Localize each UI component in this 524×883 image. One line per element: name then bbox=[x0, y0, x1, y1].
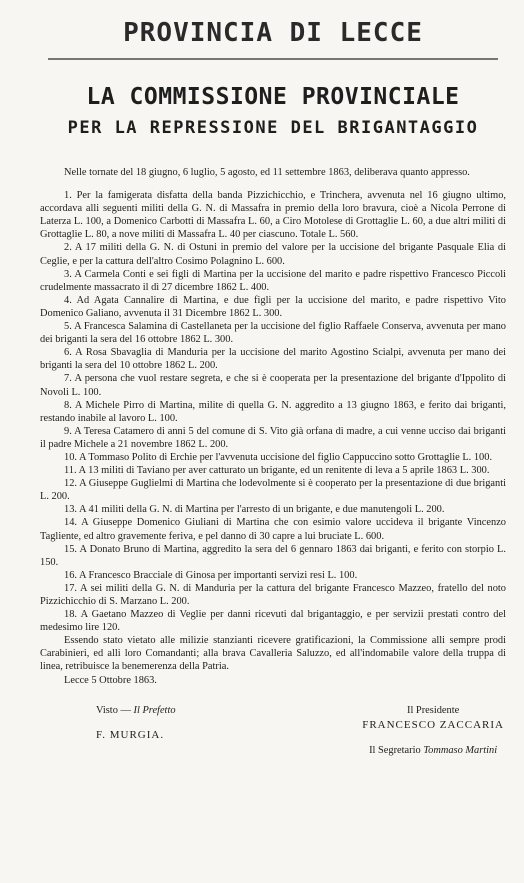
item-8: 8. A Michele Pirro di Martina, milite di quella G. N. aggredito a 13 giugno 1863, e ferito dai briganti, restando inabile al lavoro L. 100. bbox=[40, 399, 506, 424]
item-12: 12. A Giuseppe Guglielmi di Martina che lodevolmente si è cooperato per la presentazione di due briganti L. 200. bbox=[40, 478, 506, 503]
province-heading: PROVINCIA DI LECCE bbox=[123, 18, 423, 48]
item-18: 18. A Gaetano Mazzeo di Veglie per danni ricevuti dal brigantaggio, e per servizii prestati contro del medesimo lire 120. bbox=[40, 609, 506, 634]
prefect-title: Il Prefetto bbox=[133, 704, 176, 716]
prefect-line bbox=[96, 703, 176, 718]
item-7: 7. A persona che vuol restare segreta, e che si è cooperata per la presentazione del brigante d'Ippolito di Novoli L. 100. bbox=[40, 373, 506, 398]
president-title: Il Presidente bbox=[406, 704, 460, 716]
prefect-name: F. MURGIA. bbox=[96, 728, 165, 741]
item-13: 13. A 41 militi della G. N. di Martina per l'arresto di un brigante, e due manutengoli L. 200. bbox=[64, 504, 445, 516]
secretary-line bbox=[362, 743, 504, 758]
item-2: 2. A 17 militi della G. N. di Ostuni in premio del valore per la uccisione del brigante Pasquale Elia di Ceglie, e per la cattura dell'altro Cosimo Polagnino L. 600. bbox=[40, 242, 506, 267]
item-1: 1. Per la famigerata disfatta della banda Pizzichicchio, e Trinchera, avvenuta nel 16 giugno ultimo, accordava alli seguenti militi della G. N. di Massafra in premio della loro bravura, cioè a Nicola Perrone di Laterza L. 100, a Domenico Carbotti di Massafra L. 60, a Ciro Motolese di Grottaglie L. 60, a due altri militi di Grottaglie L. 80, a nove militi di Massafra L. 40 per ciascuno. Totale L. 560. bbox=[40, 190, 506, 241]
item-3: 3. A Carmela Conti e sei figli di Martina per la uccisione del marito e padre rispettivo Francesco Piccoli crudelmente massacrato il dì 27 dicembre 1862 L. 400. bbox=[40, 268, 506, 293]
header-rule bbox=[48, 58, 498, 60]
item-9: 9. A Teresa Catamero di anni 5 del comune di S. Vito già orfana di madre, a cui venne ucciso dai briganti il padre Michele a 21 novembre 1862 L. 200. bbox=[40, 425, 506, 450]
intro-paragraph: Nelle tornate del 18 giugno, 6 luglio, 5 agosto, ed 11 settembre 1863, deliberava quanto appresso. bbox=[64, 167, 470, 178]
secretary-title: Il Segretario bbox=[369, 744, 421, 756]
commission-heading: LA COMMISSIONE PROVINCIALE bbox=[86, 84, 460, 110]
item-6: 6. A Rosa Sbavaglia di Manduria per la uccisione del marito Agostino Scialpi, avvenuta per mano dei briganti la sera del 10 ottobre 1862 L. 200. bbox=[40, 347, 506, 372]
item-15: 15. A Donato Bruno di Martina, aggredito la sera del 6 gennaro 1863 dai briganti, e ferito con storpio L. 150. bbox=[40, 543, 506, 568]
date-line: Lecce 5 Ottobre 1863. bbox=[64, 674, 157, 686]
item-10: 10. A Tommaso Polito di Erchie per l'avvenuta uccisione del figlio Cappuccino sotto Grottaglie L. 100. bbox=[64, 451, 493, 463]
item-11: 11. A 13 militi di Taviano per aver catturato un brigante, ed un renitente di leva a 5 aprile 1863 L. 300. bbox=[64, 465, 490, 477]
item-17: 17. A sei militi della G. N. di Manduria per la cattura del brigante Francesco Mazzeo, fratello del noto Pizzichicchio di S. Marzano L. 200. bbox=[40, 582, 506, 607]
item-4: 4. Ad Agata Cannalire di Martina, e due figli per la uccisione del marito, e padre rispettivo Vito Domenico Galiano, avvenuta il 31 Dicembre 1862 L. 300. bbox=[40, 294, 506, 319]
secretary-name: Tommaso Martini bbox=[423, 744, 498, 756]
item-5: 5. A Francesca Salamina di Castellaneta per la uccisione del figlio Raffaele Conserva, avvenuta per mano dei briganti la sera del 16 ottobre 1862 L. 300. bbox=[40, 321, 506, 346]
prefect-signature bbox=[40, 703, 176, 758]
closing-paragraph: Essendo stato vietato alle milizie stanzianti ricevere gratificazioni, la Commissione alli sempre prodi Carabinieri, ed alli loro Comandanti; alla brava Cavalleria Saluzzo, ed all'indomabile valore della truppa di linea, retribuisce la benemerenza della Patria. bbox=[40, 635, 506, 673]
item-16: 16. A Francesco Bracciale di Ginosa per importanti servizi resi L. 100. bbox=[64, 569, 358, 581]
item-14: 14. A Giuseppe Domenico Giuliani di Martina che con esimio valore uccideva il brigante Vincenzo Tagliente, ed altro gravemente feriva, e pel danno di 30 capre a lui bruciate L. 600. bbox=[40, 517, 506, 542]
president-signature bbox=[362, 703, 506, 758]
purpose-heading: PER LA REPRESSIONE DEL BRIGANTAGGIO bbox=[67, 118, 479, 138]
signature-block bbox=[40, 703, 506, 758]
president-name: FRANCESCO ZACCARIA bbox=[362, 718, 504, 731]
decree-body bbox=[40, 166, 506, 687]
visto-label: Visto — bbox=[96, 704, 131, 716]
